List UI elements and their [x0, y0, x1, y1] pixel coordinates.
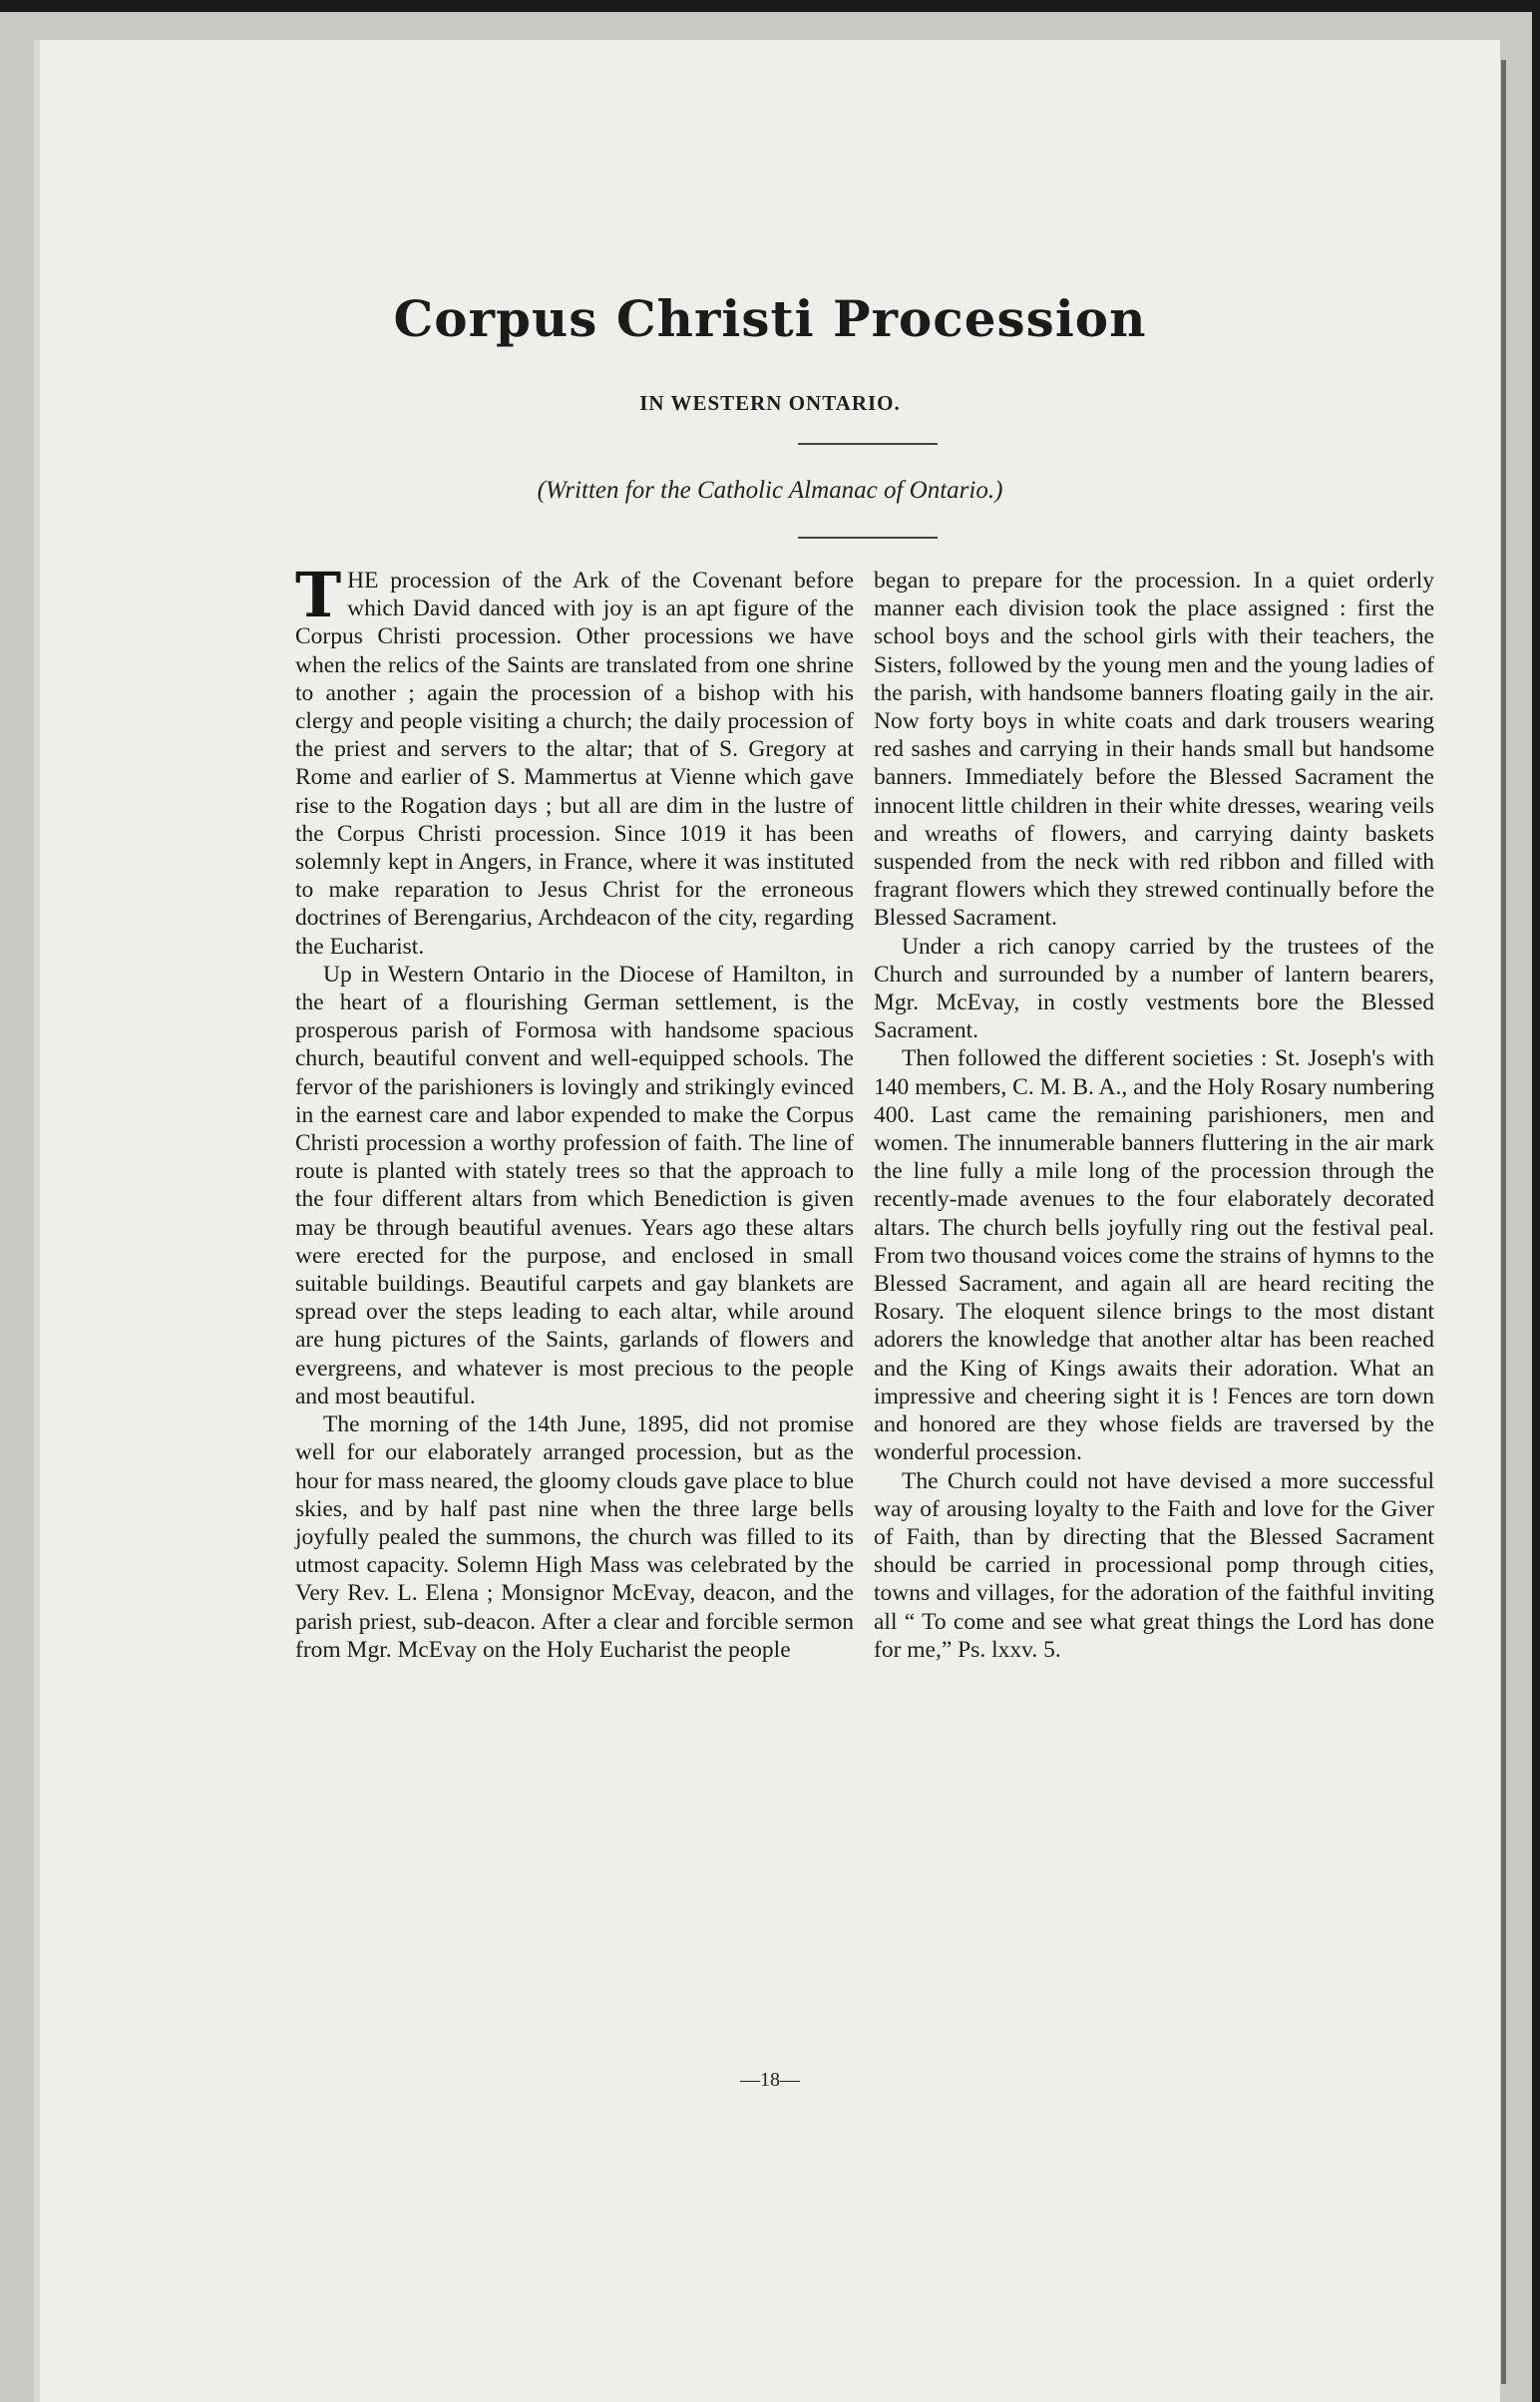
- article-title: Corpus Christi Procession: [393, 289, 1147, 348]
- right-column: [874, 567, 1434, 1664]
- article-note: (Written for the Catholic Almanac of Ontario.): [537, 477, 1003, 504]
- article-subtitle: IN WESTERN ONTARIO.: [639, 391, 901, 415]
- paragraph: Under a rich canopy carried by the trustees of the Church and surrounded by a number of lantern bearers, Mgr. McEvay, in costly vestments bore the Blessed Sacrament.: [874, 933, 1434, 1044]
- paragraph: [295, 559, 854, 961]
- paragraph: Then followed the different societies : St. Joseph's with 140 members, C. M. B. A., and the Holy Rosary numbering 400. Last came the remaining parishioners, men and women. The innumerable banners fluttering in the air mark the line fully a mile long of the procession through the recently-made avenues to the four elaborately decorated altars. The church bells joyfully ring out the festival peal. From two thousand voices come the strains of hymns to the Blessed Sacrament, and again all are heard reciting the Rosary. The eloquent silence brings to the most distant adorers the knowledge that another altar has been reached and the King of Kings awaits their adoration. What an impressive and cheering sight it is ! Fences are torn down and honored are they whose fields are traversed by the wonderful procession.: [874, 1045, 1434, 1466]
- paragraph: The morning of the 14th June, 1895, did not promise well for our elaborately arranged procession, but as the hour for mass neared, the gloomy clouds gave place to blue skies, and by half past nine when the three large bells joyfully pealed the summons, the church was filled to its utmost capacity. Solemn High Mass was celebrated by the Very Rev. L. Elena ; Monsignor McEvay, deacon, and the parish priest, sub-deacon. After a clear and forcible sermon from Mgr. McEvay on the Holy Eucharist the people: [295, 1411, 854, 1663]
- paragraph: began to prepare for the procession. In a quiet orderly manner each division took the place assigned : first the school boys and the school girls with their teachers, the Sisters, followed by the young men and the young ladies of the parish, with handsome banners floating gaily in the air. Now forty boys in white coats and dark trousers wearing red sashes and carrying in their hands small but handsome banners. Immediately before the Blessed Sacrament the innocent little children in their white dresses, wearing veils and wreaths of flowers, and carrying dainty baskets suspended from the neck with red ribbon and filled with fragrant flowers which they strewed continually before the Blessed Sacrament.: [874, 568, 1434, 932]
- drop-cap: T: [295, 559, 342, 631]
- page-number: —18—: [740, 2069, 800, 2091]
- paragraph: Up in Western Ontario in the Diocese of Hamilton, in the heart of a flourishing German settlement, is the prosperous parish of Formosa with handsome spacious church, beautiful convent and well-equipped schools. The fervor of the parishioners is lovingly and strikingly evinced in the earnest care and labor expended to make the Corpus Christi procession a worthy profession of faith. The line of route is planted with stately trees so that the approach to the four different altars from which Benediction is given may be through beautiful avenues. Years ago these altars were erected for the purpose, and enclosed in small suitable buildings. Beautiful carpets and gay blankets are spread over the steps leading to each altar, while around are hung pictures of the Saints, garlands of flowers and evergreens, and whatever is most precious to the people and most beautiful.: [295, 961, 854, 1409]
- paragraph: The Church could not have devised a more successful way of arousing loyalty to the Faith and love for the Giver of Faith, than by directing that the Blessed Sacrament should be carried in processional pomp through cities, towns and villages, for the adoration of the faithful inviting all “ To come and see what great things the Lord has done for me,” Ps. lxxv. 5.: [874, 1467, 1434, 1663]
- paragraph-text: HE procession of the Ark of the Covenant before which David danced with joy is an apt figure of the Corpus Christi procession. Other processions we have when the relics of the Saints are translated from one shrine to another ; again the procession of a bishop with his clergy and people visiting a church; the daily procession of the priest and servers to the altar; that of S. Gregory at Rome and earlier of S. Mammertus at Vienne which gave rise to the Rogation days ; but all are dim in the lustre of the Corpus Christi procession. Since 1019 it has been solemnly kept in Angers, in France, where it was instituted to make reparation to Jesus Christ for the erroneous doctrines of Berengarius, Archdeacon of the city, regarding the Eucharist.: [295, 568, 854, 960]
- divider-rule-top: [798, 443, 938, 445]
- divider-rule-bottom: [798, 537, 938, 539]
- left-column: [295, 559, 854, 1664]
